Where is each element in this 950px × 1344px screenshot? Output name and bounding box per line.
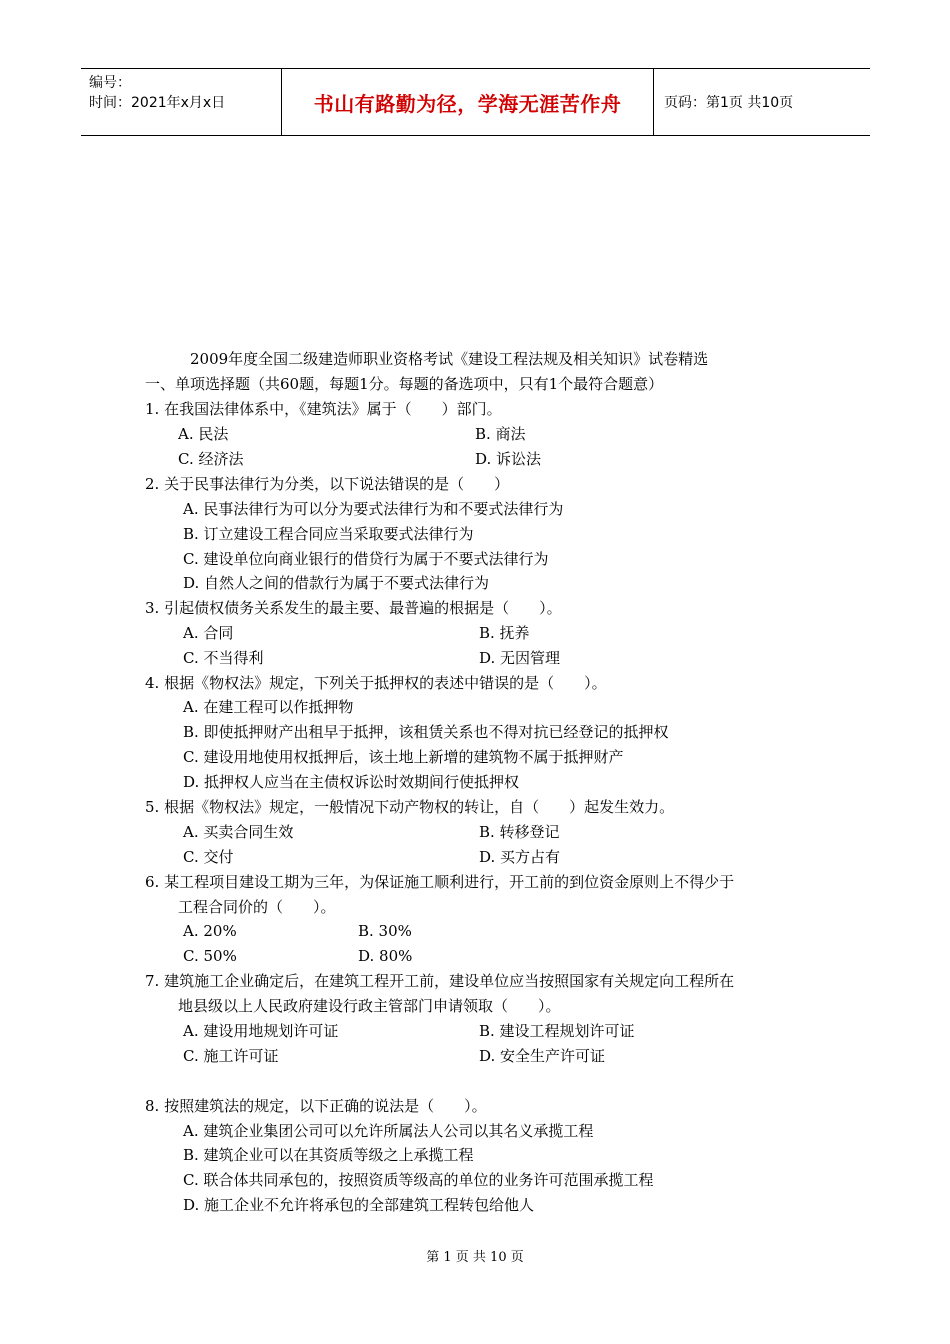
- option-d: D. 80%: [358, 947, 413, 965]
- option-b: B. 转移登记: [479, 823, 560, 841]
- option-c: C. 联合体共同承包的，按照资质等级高的单位的业务许可范围承揽工程: [183, 1171, 654, 1189]
- option-c: C. 不当得利: [183, 649, 264, 667]
- option-a: A. 20%: [183, 922, 237, 940]
- option-c: C. 交付: [183, 848, 234, 866]
- date-label: 时间：2021年x月x日: [89, 95, 226, 111]
- question-stem: 6. 某工程项目建设工期为三年，为保证施工顺利进行，开工前的到位资金原则上不得少于: [145, 873, 735, 891]
- option-b: B. 建设工程规划许可证: [479, 1022, 635, 1040]
- question-stem: 4. 根据《物权法》规定，下列关于抵押权的表述中错误的是（ ）。: [145, 674, 607, 692]
- option-c: C. 建设用地使用权抵押后，该土地上新增的建筑物不属于抵押财产: [183, 748, 624, 766]
- option-d: D. 抵押权人应当在主债权诉讼时效期间行使抵押权: [183, 773, 520, 791]
- option-d: D. 无因管理: [479, 649, 561, 667]
- document-title: 2009年度全国二级建造师职业资格考试《建设工程法规及相关知识》试卷精选: [190, 350, 709, 368]
- option-c: C. 建设单位向商业银行的借贷行为属于不要式法律行为: [183, 550, 549, 568]
- option-c: C. 经济法: [178, 450, 244, 468]
- question-stem-continued: 工程合同价的（ ）。: [178, 898, 336, 916]
- question-stem: 5. 根据《物权法》规定，一般情况下动产物权的转让，自（ ）起发生效力。: [145, 798, 675, 816]
- option-b: B. 订立建设工程合同应当采取要式法律行为: [183, 525, 474, 543]
- serial-label: 编号：: [89, 75, 131, 91]
- question-stem: 7. 建筑施工企业确定后，在建筑工程开工前，建设单位应当按照国家有关规定向工程所在: [145, 972, 735, 990]
- option-d: D. 诉讼法: [475, 450, 542, 468]
- question-stem: 1. 在我国法律体系中，《建筑法》属于（ ）部门。: [145, 400, 502, 418]
- header-meta-cell: [81, 69, 281, 135]
- option-c: C. 50%: [183, 947, 237, 965]
- option-b: B. 30%: [358, 922, 412, 940]
- option-a: A. 合同: [183, 624, 234, 642]
- question-stem: 8. 按照建筑法的规定，以下正确的说法是（ ）。: [145, 1097, 487, 1115]
- question-stem: 2. 关于民事法律行为分类，以下说法错误的是（ ）: [145, 475, 510, 493]
- section-heading: 一、单项选择题（共60题，每题1分。每题的备选项中，只有1个最符合题意）: [145, 375, 664, 393]
- option-d: D. 买方占有: [479, 848, 561, 866]
- question-stem-continued: 地县级以上人民政府建设行政主管部门申请领取（ ）。: [178, 997, 561, 1015]
- option-b: B. 商法: [475, 425, 526, 443]
- option-a: A. 建设用地规划许可证: [183, 1022, 339, 1040]
- option-a: A. 建筑企业集团公司可以允许所属法人公司以其名义承揽工程: [183, 1122, 594, 1140]
- option-b: B. 即使抵押财产出租早于抵押，该租赁关系也不得对抗已经登记的抵押权: [183, 723, 669, 741]
- option-d: D. 施工企业不允许将承包的全部建筑工程转包给他人: [183, 1196, 535, 1214]
- header-table: [81, 68, 870, 136]
- option-a: A. 在建工程可以作抵押物: [183, 698, 354, 716]
- question-stem: 3. 引起债权债务关系发生的最主要、最普遍的根据是（ ）。: [145, 599, 562, 617]
- option-a: A. 民法: [178, 425, 229, 443]
- page-footer: 第 1 页 共 10 页: [426, 1250, 524, 1265]
- option-c: C. 施工许可证: [183, 1047, 279, 1065]
- page-info: 页码：第1页 共10页: [664, 95, 794, 111]
- option-d: D. 自然人之间的借款行为属于不要式法律行为: [183, 574, 490, 592]
- motto: 书山有路勤为径，学海无涯苦作舟: [281, 69, 654, 135]
- option-b: B. 抚养: [479, 624, 530, 642]
- option-b: B. 建筑企业可以在其资质等级之上承揽工程: [183, 1146, 474, 1164]
- option-a: A. 买卖合同生效: [183, 823, 294, 841]
- option-a: A. 民事法律行为可以分为要式法律行为和不要式法律行为: [183, 500, 564, 518]
- option-d: D. 安全生产许可证: [479, 1047, 606, 1065]
